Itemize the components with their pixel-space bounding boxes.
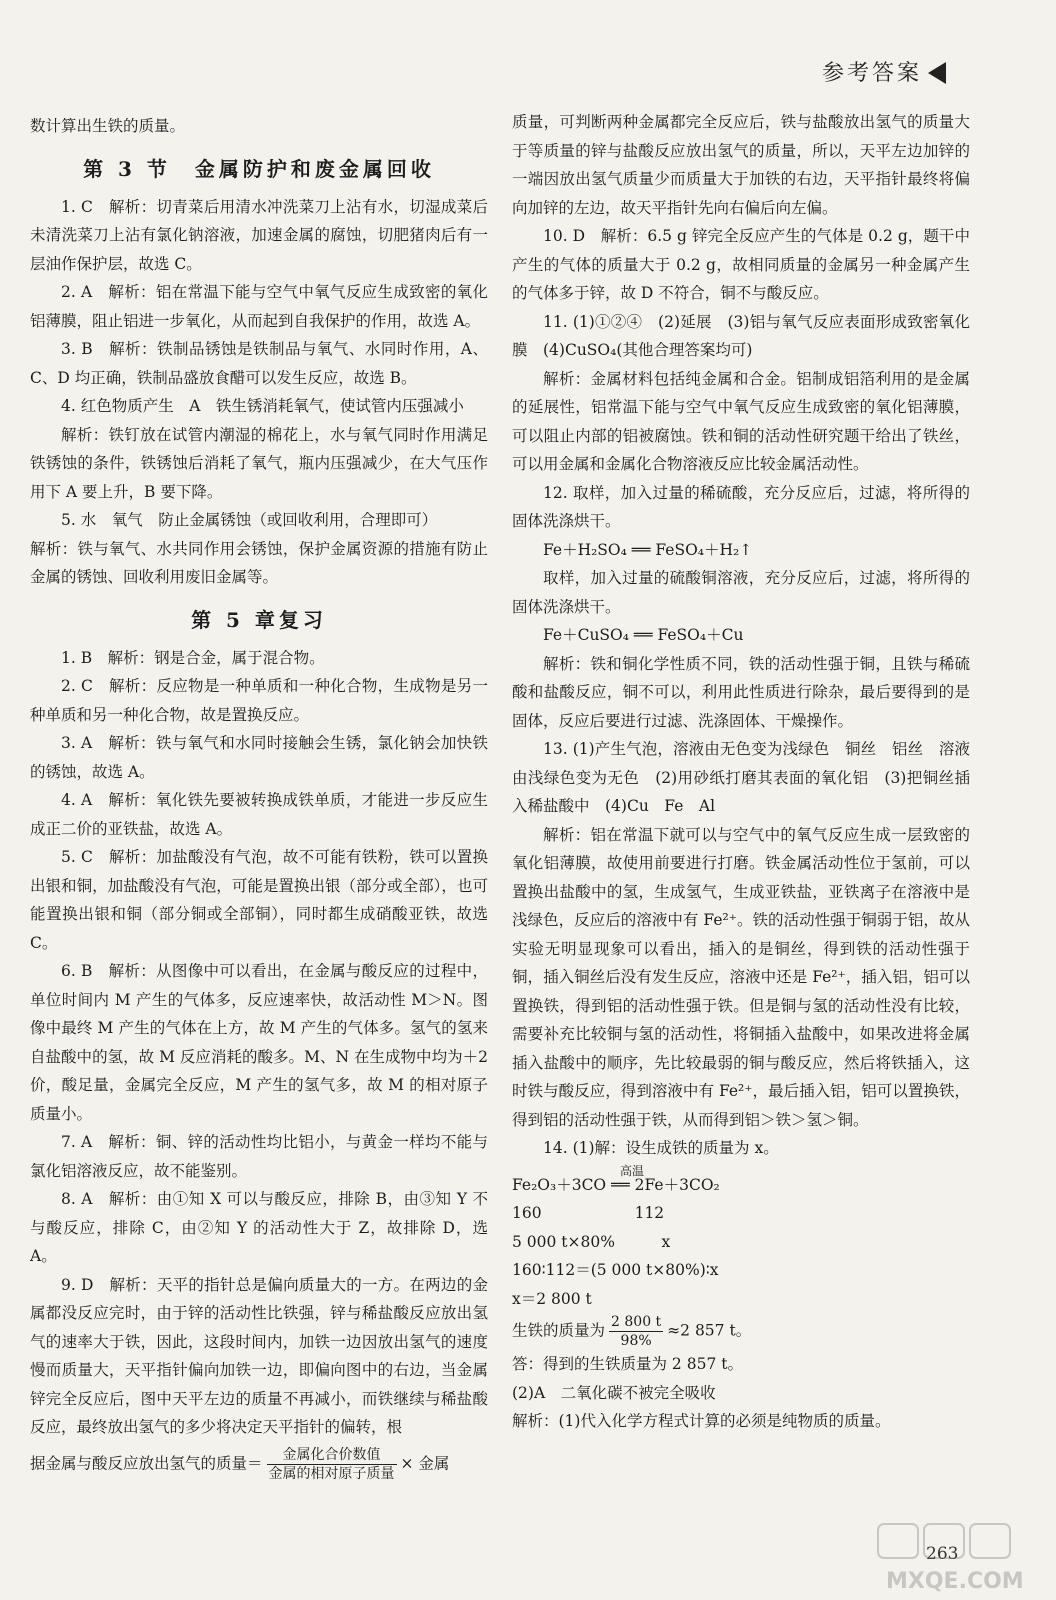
section-title-3: 第 3 节 金属防护和废金属回收	[83, 156, 435, 181]
calc-line-1: 160 112	[512, 1204, 665, 1222]
answer-s1-q3: 3. B 解析：铁制品锈蚀是铁制品与氧气、水同时作用，A、C、D 均正确，铁制品盛放食醋可以发生反应，故选 B。	[30, 340, 488, 387]
answer-q14: 14. (1)解：设生成铁的质量为 x。	[543, 1139, 779, 1157]
page-number: 263	[926, 1544, 959, 1564]
formula-q9	[30, 1446, 488, 1483]
answer-statement: 答：得到的生铁质量为 2 857 t。	[512, 1355, 743, 1373]
fraction-numerator: 金属化合价数值	[267, 1446, 397, 1465]
answer-s2-q2: 2. C 解析：反应物是一种单质和一种化合物，生成物是另一种单质和另一种化合物，故是置换反应。	[30, 677, 488, 724]
pig-iron-post: ≈2 857 t。	[667, 1321, 752, 1340]
explain-q9-cont: 质量，可判断两种金属都完全反应后，铁与盐酸放出氢气的质量大于等质量的锌与盐酸反应放出氢气的质量，所以，天平左边加锌的一端因放出氢气质量少而质量大于加铁的右边，天平指针最终将偏向加锌的左边，故天平指针先向右偏后向左偏。	[512, 113, 970, 217]
triangle-icon	[928, 62, 946, 84]
answer-s2-q3: 3. A 解析：铁与氧气和水同时接触会生锈，氯化钠会加快铁的锈蚀，故选 A。	[30, 734, 488, 781]
right-column	[512, 108, 970, 1436]
header-title: 参考答案	[821, 61, 922, 86]
explain-s1-q5: 解析：铁与氧气、水共同作用会锈蚀，保护金属资源的措施有防止金属的锈蚀、回收利用废旧金属等。	[30, 539, 488, 586]
answer-q12-b: 取样，加入过量的硫酸铜溶液，充分反应后，过滤，将所得的固体洗涤烘干。	[512, 569, 970, 616]
answer-s2-q4: 4. A 解析：氧化铁先要被转换成铁单质，才能进一步反应生成正二价的亚铁盐，故选 A。	[30, 791, 488, 838]
explain-q13: 解析：铝在常温下就可以与空气中的氧气反应生成一层致密的氧化铝薄膜，故使用前要进行打磨。铁金属活动性位于氢前，可以置换出盐酸中的氢，生成氢气，生成亚铁盐，亚铁离子在溶液中是浅绿色，反应后的溶液中有 Fe²⁺。铁的活动性强于铜弱于铝，故从实验无明显现象可以看出，插入的是铜丝，得到铁的活动性强于铜，插入铜丝后没有发生反应，溶液中还是 Fe²⁺，插入铝，铝可以置换铁，得到铝的活动性强于铁。但是铜与氢的活动性没有比较，需要补充比较铜与氢的活动性，将铜插入盐酸中，如果改进将金属插入盐酸中的顺序，先比较最弱的铜与酸反应，然后将铁插入，这时铁与酸反应，得到溶液中有 Fe²⁺，最后插入铝，铝可以置换铁，得到铝的活动性强于铁，从而得到铝＞铁＞氢＞铜。	[512, 825, 970, 1129]
answer-s1-q5: 5. 水 氧气 防止金属锈蚀（或回收利用，合理即可）	[61, 511, 438, 529]
equation-q12-2: Fe＋CuSO₄ ══ FeSO₄＋Cu	[543, 626, 744, 644]
pig-iron-fraction	[609, 1313, 663, 1350]
answer-s2-q7: 7. A 解析：铜、锌的活动性均比铝小，与黄金一样均不能与氯化铝溶液反应，故不能鉴别。	[30, 1133, 488, 1180]
equation-q14-text: Fe₂O₃＋3CO ══ 2Fe＋3CO₂	[512, 1175, 720, 1194]
answer-q11: 11. (1)①②④ (2)延展 (3)铝与氧气反应表面形成致密氧化膜 (4)CuSO₄(其他合理答案均可)	[512, 312, 970, 359]
fraction-denominator: 金属的相对原子质量	[268, 1465, 395, 1482]
answer-s2-q6: 6. B 解析：从图像中可以看出，在金属与酸反应的过程中，单位时间内 M 产生的气体多，反应速率快，故活动性 M＞N。图像中最终 M 产生的气体在上方，故 M 产生的气体多。氢气的氢来自盐酸中的氢，故 M 反应消耗的酸多。M、N 在生成物中均为＋2 价，酸足量，金属完全反应，M 产生的氢气多，故 M 的相对原子质量小。	[30, 962, 488, 1123]
section-title-review: 第 5 章复习	[191, 607, 327, 632]
formula-fraction	[267, 1446, 397, 1483]
intro-text: 数计算出生铁的质量。	[30, 117, 186, 135]
pig-iron-denominator: 98%	[620, 1333, 652, 1349]
formula-pre: 据金属与酸反应放出氢气的质量＝	[30, 1454, 263, 1472]
answer-s2-q8: 8. A 解析：由①知 X 可以与酸反应，排除 B，由③知 Y 不与酸反应，排除 C，由②知 Y 的活动性大于 Z，故排除 D，选 A。	[30, 1190, 488, 1265]
page-header	[822, 56, 946, 87]
left-column	[30, 112, 488, 1483]
answer-q10: 10. D 解析：6.5 g 锌完全反应产生的气体是 0.2 g，题干中产生的气体的质量大于 0.2 g，故相同质量的金属另一种金属产生的气体多于锌，故 D 不符合，铜不与酸反应。	[512, 227, 970, 302]
calc-line-3: 160∶112＝(5 000 t×80%)∶x	[512, 1261, 719, 1279]
explain-q12: 解析：铁和铜化学性质不同，铁的活动性强于铜，且铁与稀硫酸和盐酸反应，铜不可以，利用此性质进行除杂，最后要得到的是固体，反应后要进行过滤、洗涤固体、干燥操作。	[512, 654, 970, 730]
answer-s2-q1: 1. B 解析：钢是合金，属于混合物。	[61, 648, 325, 667]
answer-q12: 12. 取样，加入过量的稀硫酸，充分反应后，过滤，将所得的固体洗涤烘干。	[512, 483, 970, 530]
answer-s2-q9: 9. D 解析：天平的指针总是偏向质量大的一方。在两边的金属都没反应完时，由于锌的活动性比铁强，锌与稀盐酸反应放出氢气的速率大于铁，因此，这段时间内，加铁一边因放出氢气的速度慢而质量大，天平指针偏向加铁一边，即偏向图中的右边，当金属锌完全反应后，图中天平左边的质量不再减小，而铁继续与稀盐酸反应，最终放出氢气的多少将决定天平指针的偏转，根	[30, 1275, 488, 1436]
answer-s1-q2: 2. A 解析：铝在常温下能与空气中氧气反应生成致密的氧化铝薄膜，阻止铝进一步氧化，从而起到自我保护的作用，故选 A。	[30, 283, 488, 330]
answer-q14-2: (2)A 二氧化碳不被完全吸收	[512, 1383, 716, 1402]
explain-s1-q4: 解析：铁钉放在试管内潮湿的棉花上，水与氧气同时作用满足铁锈蚀的条件，铁锈蚀后消耗了氧气，瓶内压强减少，在大气压作用下 A 要上升，B 要下降。	[30, 425, 488, 501]
explain-q11: 解析：金属材料包括纯金属和合金。铝制成铝箔利用的是金属的延展性，铝常温下能与空气中氧气反应生成致密的氧化铝薄膜，可以阻止内部的铝被腐蚀。铁和铜的活动性研究题干给出了铁丝，可以用金属和金属化合物溶液反应比较金属活动性。	[512, 369, 970, 473]
equation-q14	[512, 1163, 970, 1200]
equation-q12-1: Fe＋H₂SO₄ ══ FeSO₄＋H₂↑	[543, 540, 753, 559]
pig-iron-mass	[512, 1313, 970, 1350]
calc-line-4: x＝2 800 t	[512, 1289, 592, 1308]
answer-s1-q4: 4. 红色物质产生 A 铁生锈消耗氧气，使试管内压强减小	[61, 397, 464, 415]
watermark-logo	[872, 1520, 1052, 1598]
formula-post: × 金属	[400, 1454, 450, 1472]
explain-q14: 解析：(1)代入化学方程式计算的必须是纯物质的质量。	[512, 1412, 891, 1430]
condition-label: 高温	[620, 1163, 645, 1178]
answer-q13: 13. (1)产生气泡，溶液由无色变为浅绿色 铜丝 铝丝 溶液由浅绿色变为无色 (2)用砂纸打磨其表面的氧化铝 (3)把铜丝插入稀盐酸中 (4)Cu Fe Al	[512, 740, 970, 815]
calc-line-2: 5 000 t×80% x	[512, 1232, 671, 1251]
svg-text:MXQE.COM: MXQE.COM	[886, 1569, 1024, 1594]
answer-s2-q5: 5. C 解析：加盐酸没有气泡，故不可能有铁粉，铁可以置换出银和铜，加盐酸没有气泡，可能是置换出银（部分或全部），也可能置换出银和铜（部分铜或全部铜），同时都生成硝酸亚铁，故选 C。	[30, 848, 488, 952]
answer-s1-q1: 1. C 解析：切青菜后用清水冲洗菜刀上沾有水，切湿成菜后未清洗菜刀上沾有氯化钠溶液，加速金属的腐蚀，切肥猪肉后有一层油作保护层，故选 C。	[30, 197, 488, 273]
pig-iron-pre: 生铁的质量为	[512, 1321, 606, 1340]
pig-iron-numerator: 2 800 t	[611, 1314, 662, 1330]
